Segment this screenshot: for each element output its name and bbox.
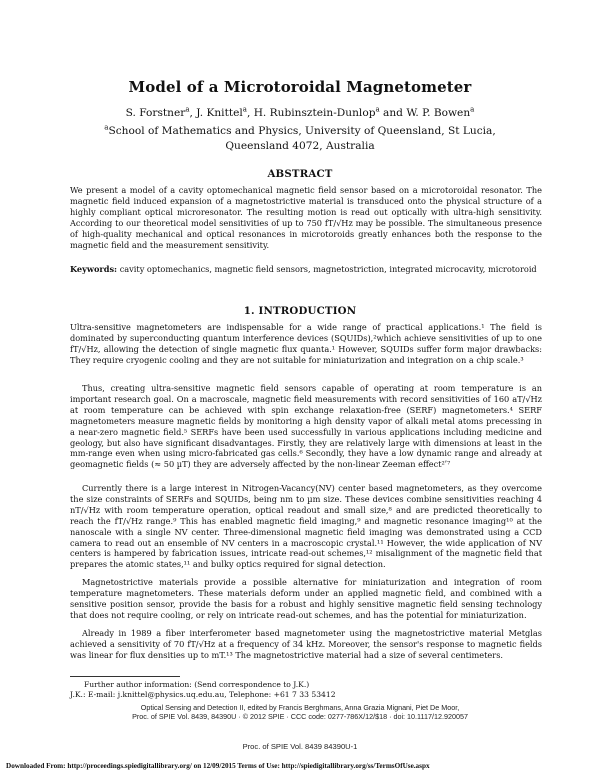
keywords-line xyxy=(70,264,550,274)
footnote-divider xyxy=(70,676,180,677)
abstract-heading: ABSTRACT xyxy=(267,168,333,180)
author-affiliation-mark: a xyxy=(242,105,247,114)
author-name: J. Knittel xyxy=(196,107,243,119)
author-list: S. Forstner$^a$, J. Knittel$^a$, H. Rubinsztein-Dunlop$^a$ and W. P. Bowen$^a$ xyxy=(125,105,475,119)
paper-title: Model of a Microtoroidal Magnetometer xyxy=(128,78,472,96)
affiliation-mark: a xyxy=(104,123,109,132)
abstract-text: We present a model of a cavity optomechanical magnetic field sensor based on a microtoroidal resonator. The magnetic field induced expansion of a magnetostrictive material is transduced onto the physical structure of a highly compliant optical microresonator. The resulting motion is read out optically with ultra-high sensitivity. According to our theoretical model sensitivities of up to 750 fT/√Hz may be possible. The simultaneous presence of high-quality mechanical and optical resonances in microtoroids greatly enhances both the response to the magnetic field and the measurement sensitivity. xyxy=(70,185,542,250)
footnote-line-2: J.K.: E-mail: j.knittel@physics.uq.edu.au, Telephone: +61 7 33 53412 xyxy=(70,690,336,699)
intro-paragraph-5: Already in 1989 a fiber interferometer based magnetometer using the magnetostrictive material Metglas achieved a sensitivity of 70 fT/√Hz at a frequency of 34 kHz. Moreover, the sensor's response to magnetic fields was linear for flux densities up to mT.¹³ The magnetostrictive material had a size of several centimeters. xyxy=(70,628,542,660)
author-affiliation-mark: a xyxy=(375,105,380,114)
author-affiliation-mark: a xyxy=(185,105,190,114)
affiliation-text: School of Mathematics and Physics, University of Queensland, St Lucia, Queensland 4072, Australia xyxy=(108,125,496,152)
intro-paragraph-2: Thus, creating ultra-sensitive magnetic field sensors capable of operating at room temperature is an important research goal. On a macroscale, magnetic field measurements with record sensitivities of 160 aT/√Hz at room temperature can be achieved with spin exchange relaxation-free (SERF) magnetometers.⁴ SERF magnetometers measure magnetic fields by monitoring a high density vapor of alkali metal atoms precessing in a near-zero magnetic field.⁵ SERFs have been used successfully in various applications including medicine and geology, but also have significant disadvantages. Firstly, they are relatively large with dimensions at least in the mm-range even when using micro-fabricated gas cells.⁶ Secondly, they have a low dynamic range and already at geomagnetic fields (≈ 50 µT) they are adversely affected by the non-linear Zeeman effect²ʹ⁷ xyxy=(70,383,542,470)
author-name: H. Rubinsztein-Dunlop xyxy=(253,107,376,119)
keywords-label: Keywords: xyxy=(70,264,118,274)
intro-paragraph-3: Currently there is a large interest in Nitrogen-Vacancy(NV) center based magnetometers, as they overcome the size constraints of SERFs and SQUIDs, being nm to µm size. These devices combine sensitivities reaching 4 nT/√Hz with room temperature operation, optical readout and small size,⁸ and are predicted theoretically to reach the fT/√Hz range.⁹ This has enabled magnetic field imaging,⁹ and magnetic resonance imaging¹⁰ at the nanoscale with a single NV center. Three-dimensional magnetic field imaging was demonstrated using a CCD camera to read out an ensemble of NV centers in a macroscopic crystal.¹¹ However, the wide application of NV centers is hampered by fabrication issues, intricate read-out schemes,¹² misalignment of the magnetic field that prepares the atomic states,¹¹ and bulky optics required for signal detection. xyxy=(70,483,542,570)
intro-paragraph-1: Ultra-sensitive magnetometers are indispensable for a wide range of practical applications.¹ The field is dominated by superconducting quantum interference devices (SQUIDs),²which achieve sensitivities of up to one fT/√Hz, allowing the detection of single magnetic flux quanta.¹ However, SQUIDs suffer form major drawbacks: They require cryogenic cooling and they are not suitable for miniaturization and integration on a chip scale.³ xyxy=(70,322,542,365)
author-name: W. P. Bowen xyxy=(406,107,471,119)
section-heading-introduction: 1. INTRODUCTION xyxy=(243,305,357,317)
footnote-line-1: Further author information: (Send correspondence to J.K.) xyxy=(84,680,310,689)
proceedings-line-2: Proc. of SPIE Vol. 8439, 84390U · © 2012 SPIE · CCC code: 0277-786X/12/$18 · doi: 10.1117/12.920057 xyxy=(132,712,468,722)
proceedings-citation xyxy=(60,703,540,721)
author-name: S. Forstner xyxy=(125,107,186,119)
proceedings-line-1: Optical Sensing and Detection II, edited by Francis Berghmans, Anna Grazia Mignani, Piet De Moor, xyxy=(140,703,460,712)
download-notice[interactable] xyxy=(6,762,596,770)
footnote xyxy=(70,680,540,700)
page-number: Proc. of SPIE Vol. 8439 84390U-1 xyxy=(242,742,358,751)
author-affiliation-mark: a xyxy=(470,105,475,114)
affiliation xyxy=(95,124,505,154)
abstract-body xyxy=(70,185,542,250)
download-notice-link[interactable]: Downloaded From: http://proceedings.spiedigitallibrary.org/ on 12/09/2015 Terms of Use: http://spiedigitallibrary.org/ss/TermsOfUse.aspx xyxy=(6,762,430,770)
keywords-text: cavity optomechanics, magnetic field sensors, magnetostriction, integrated microcavity, microtoroid xyxy=(119,264,537,274)
intro-paragraph-4: Magnetostrictive materials provide a possible alternative for miniaturization and integration of room temperature magnetometers. These materials deform under an applied magnetic field, and combined with a sensitive position sensor, provide the basis for a robust and highly sensitive magnetic field sensing technology that does not require cooling, or rely on intricate read-out schemes, and has the potential for miniaturization. xyxy=(70,577,542,620)
